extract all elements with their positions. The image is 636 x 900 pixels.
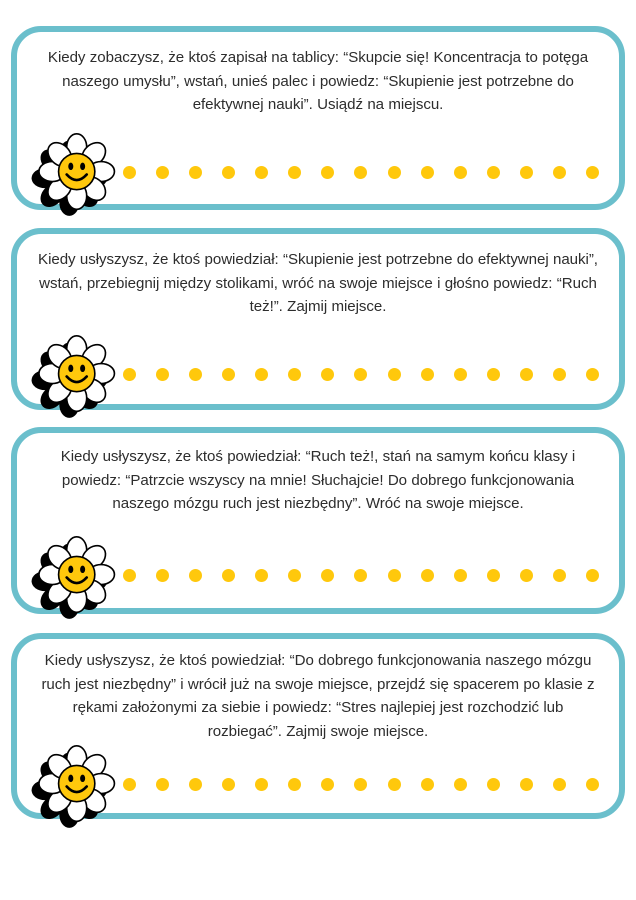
dot [255, 569, 268, 582]
dot [222, 368, 235, 381]
dot [454, 166, 467, 179]
dot [487, 368, 500, 381]
dot [123, 778, 136, 791]
dot [255, 166, 268, 179]
dot [421, 368, 434, 381]
dot [321, 166, 334, 179]
dot [288, 569, 301, 582]
dot [321, 569, 334, 582]
dot [189, 778, 202, 791]
dot [586, 368, 599, 381]
daisy-smiley-flower-icon [36, 539, 110, 613]
dot [388, 569, 401, 582]
dot [255, 368, 268, 381]
dot [123, 166, 136, 179]
dot [354, 368, 367, 381]
dot [354, 166, 367, 179]
dot-row [123, 165, 599, 179]
dot [222, 778, 235, 791]
dot-row [123, 568, 599, 582]
dot [487, 778, 500, 791]
card-instruction-text: Kiedy usłyszysz, że ktoś powiedział: “Ruch też!, stań na samym końcu klasy i powiedz: “Patrzcie wszyscy na mnie! Słuchajcie! Do dobrego funkcjonowania naszego mózgu ruch jest niezbędny”. Wróć na swoje miejsce. [60, 448, 576, 513]
dot [421, 778, 434, 791]
card-instruction-text: Kiedy usłyszysz, że ktoś powiedział: “Skupienie jest potrzebne do efektywnej nauki”, wstań, przebiegnij między stolikami, wróć na swoje miejsce i głośno powiedz: “Ruch też!”. Zajmij miejsce. [38, 251, 598, 316]
dot [189, 166, 202, 179]
dot [487, 569, 500, 582]
dot [388, 166, 401, 179]
dot [222, 166, 235, 179]
dot [520, 569, 533, 582]
daisy-smiley-flower-icon [36, 748, 110, 822]
dot [454, 778, 467, 791]
dot [520, 778, 533, 791]
dot [388, 778, 401, 791]
dot [321, 778, 334, 791]
dot [586, 569, 599, 582]
instruction-card [11, 633, 625, 819]
dot [553, 166, 566, 179]
dot [553, 368, 566, 381]
dot [454, 569, 467, 582]
daisy-smiley-flower-icon [36, 338, 110, 412]
dot [288, 778, 301, 791]
dot [354, 778, 367, 791]
dot [520, 166, 533, 179]
dot [288, 166, 301, 179]
dot [222, 569, 235, 582]
instruction-card [11, 228, 625, 410]
dot-row [123, 777, 599, 791]
dot [288, 368, 301, 381]
dot [189, 569, 202, 582]
dot-row [123, 367, 599, 381]
dot [156, 166, 169, 179]
instruction-card [11, 427, 625, 614]
dot [553, 778, 566, 791]
card-instruction-text: Kiedy zobaczysz, że ktoś zapisał na tablicy: “Skupcie się! Koncentracja to potęga naszego umysłu”, wstań, unieś palec i powiedz: “Skupienie jest potrzebne do efektywnej nauki”. Usiądź na miejscu. [47, 49, 589, 114]
card-instruction-text: Kiedy usłyszysz, że ktoś powiedział: “Do dobrego funkcjonowania naszego mózgu ruch jest niezbędny” i wrócił już na swoje miejsce, przejdź się spacerem po klasie z rękami założonymi za siebie i powiedz: “Stres najlepiej jest rozchodzić lub rozbiegać”. Zajmij swoje miejsce. [41, 652, 595, 740]
dot [454, 368, 467, 381]
dot [388, 368, 401, 381]
daisy-smiley-flower-icon [36, 136, 110, 210]
dot [487, 166, 500, 179]
instruction-card [11, 26, 625, 210]
dot [321, 368, 334, 381]
dot [421, 166, 434, 179]
dot [156, 778, 169, 791]
dot [189, 368, 202, 381]
dot [123, 569, 136, 582]
dot [156, 569, 169, 582]
dot [156, 368, 169, 381]
dot [354, 569, 367, 582]
dot [586, 166, 599, 179]
dot [255, 778, 268, 791]
dot [123, 368, 136, 381]
dot [586, 778, 599, 791]
dot [421, 569, 434, 582]
dot [520, 368, 533, 381]
dot [553, 569, 566, 582]
